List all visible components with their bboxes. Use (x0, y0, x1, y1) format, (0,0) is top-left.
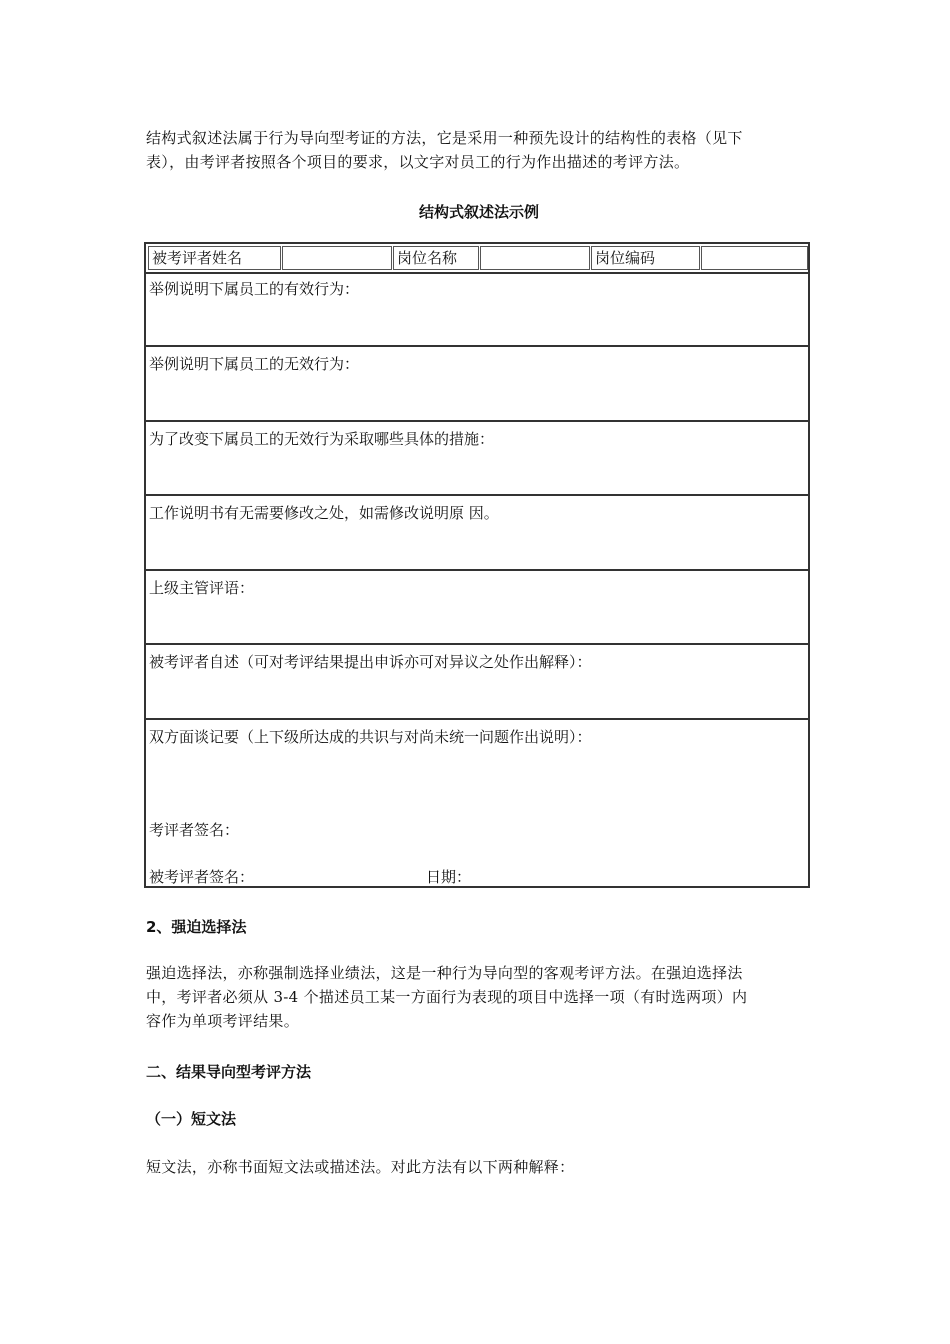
section-label: 举例说明下属员工的无效行为： (149, 355, 360, 373)
section-2-line-2: 中，考评者必须从 3-4 个描述员工某一方面行为表现的项目中选择一项（有时选两项）内 (146, 988, 748, 1006)
intro-paragraph (146, 126, 812, 174)
form-section-job-description (146, 496, 808, 571)
section-label: 被考评者自述（可对考评结果提出申诉亦可对异议之处作出解释）： (149, 653, 592, 671)
evaluator-signature-label: 考评者签名： (149, 821, 240, 839)
position-name-value (480, 246, 590, 270)
section-label: 为了改变下属员工的无效行为采取哪些具体的措施： (149, 430, 495, 448)
form-section-supervisor-comments (146, 571, 808, 645)
table-caption: 结构式叙述法示例 (418, 203, 539, 221)
form-section-interview-notes (146, 720, 808, 886)
form-section-effective-behavior (146, 272, 808, 347)
section-label: 双方面谈记要（上下级所达成的共识与对尚未统一问题作出说明）： (149, 728, 592, 746)
form-section-ineffective-behavior (146, 347, 808, 422)
subsection-1-heading: （一）短文法 (146, 1110, 237, 1128)
section-2-line-1: 强迫选择法，亦称强制选择业绩法，这是一种行为导向型的客观考评方法。在强迫选择法 (146, 964, 743, 982)
evaluatee-name-label: 被考评者姓名 (148, 246, 281, 270)
form-section-self-statement (146, 645, 808, 720)
form-header-row (146, 244, 808, 274)
section-label: 工作说明书有无需要修改之处，如需修改说明原 因。 (149, 504, 499, 522)
evaluatee-signature-label: 被考评者签名： (149, 868, 255, 886)
structured-narrative-form (144, 242, 810, 888)
position-code-value (701, 246, 808, 270)
position-code-label: 岗位编码 (591, 246, 700, 270)
intro-line-1: 结构式叙述法属于行为导向型考证的方法，它是采用一种预先设计的结构性的表格（见下 (146, 129, 743, 147)
evaluatee-name-value (282, 246, 392, 270)
subsection-1-text: 短文法，亦称书面短文法或描述法。对此方法有以下两种解释： (146, 1158, 575, 1176)
date-label: 日期： (426, 868, 472, 886)
intro-line-2: 表），由考评者按照各个项目的要求，以文字对员工的行为作出描述的考评方法。 (146, 153, 690, 171)
section-2-heading: 2、强迫选择法 (146, 918, 247, 936)
section-label: 上级主管评语： (149, 579, 255, 597)
position-name-label: 岗位名称 (393, 246, 479, 270)
section-2-line-3: 容作为单项考评结果。 (146, 1012, 300, 1030)
section-label: 举例说明下属员工的有效行为： (149, 280, 360, 298)
section-2-paragraph (146, 961, 812, 1033)
part-2-heading: 二、结果导向型考评方法 (146, 1063, 312, 1081)
form-section-measures (146, 422, 808, 496)
